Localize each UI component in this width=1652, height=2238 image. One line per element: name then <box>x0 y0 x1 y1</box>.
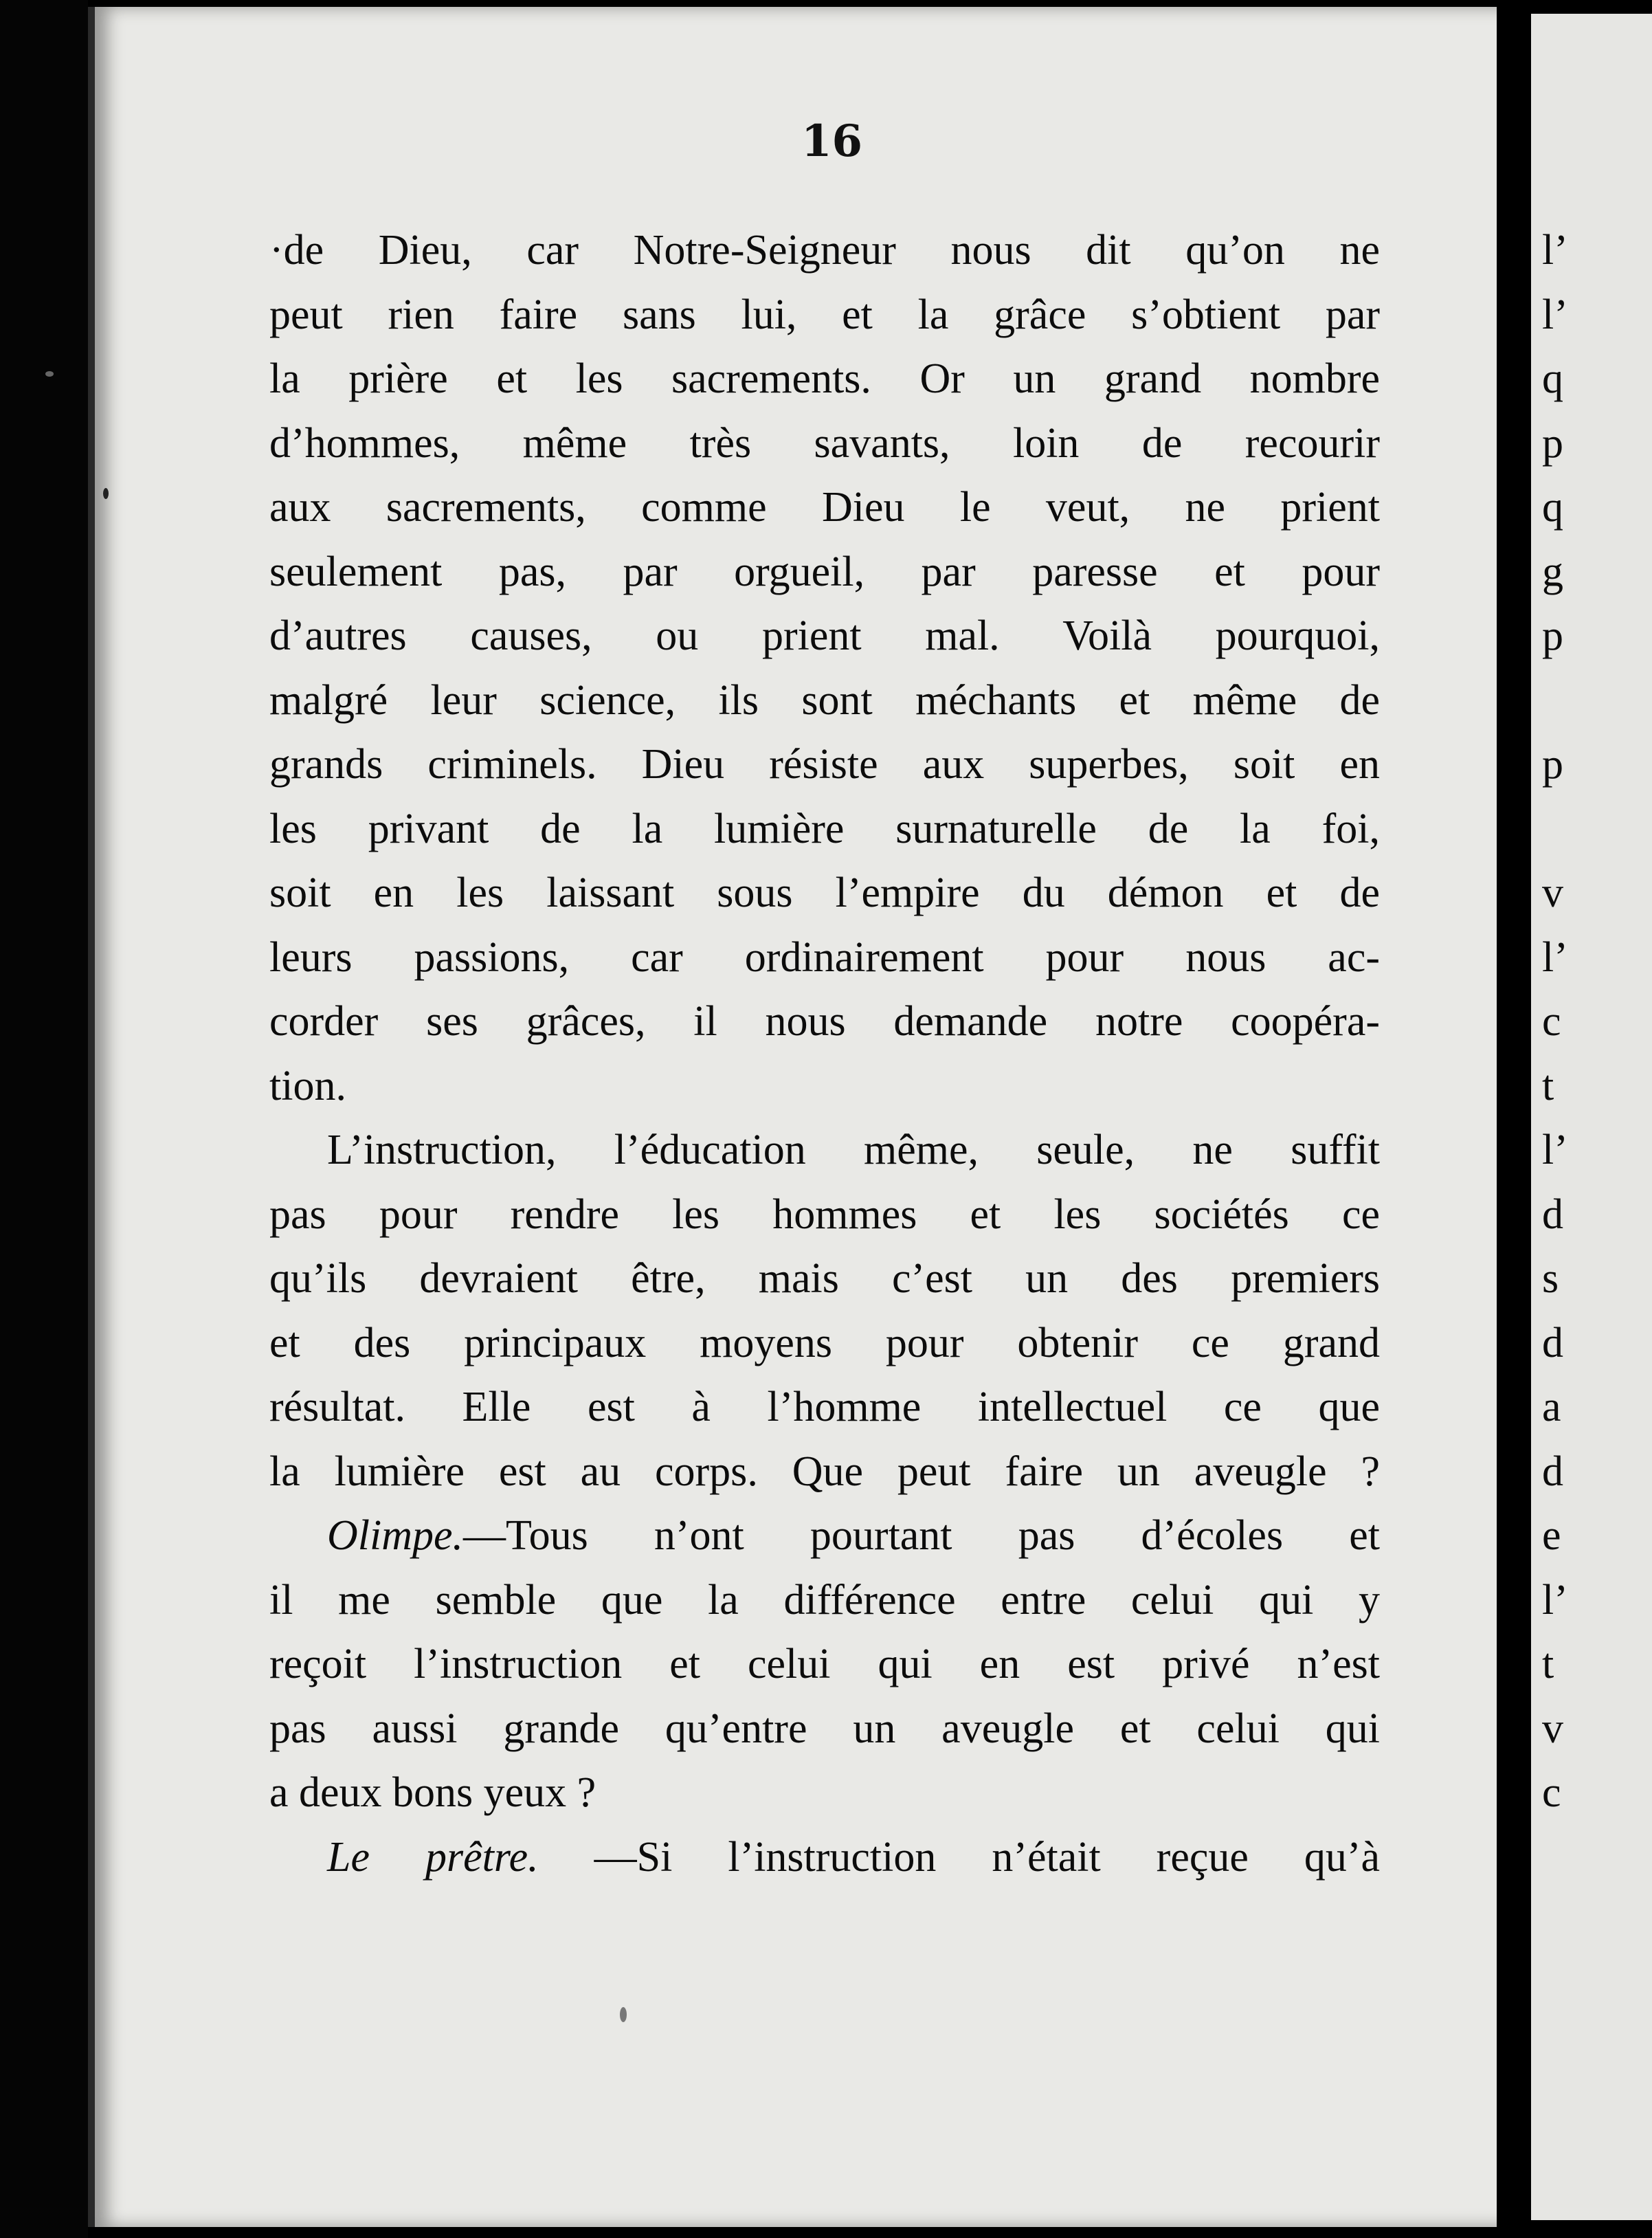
text-line: peut rien faire sans lui, et la grâce s’obtient par <box>269 291 1380 338</box>
text-line: seulement pas, par orgueil, par paresse et pour <box>269 548 1380 595</box>
facing-line-fragment: l’ <box>1542 291 1568 338</box>
facing-line-fragment: l’ <box>1542 1127 1568 1173</box>
speaker-name: Olimpe. <box>327 1512 464 1559</box>
dialogue-text: —Si l’instruction n’était reçue qu’à <box>538 1833 1380 1881</box>
facing-line-fragment: q <box>1542 355 1563 402</box>
text-line: d’hommes, même très savants, loin de recourir <box>269 419 1380 467</box>
facing-line-fragment: p <box>1542 419 1563 467</box>
dialogue-line <box>269 1826 1380 1890</box>
facing-line-fragment: c <box>1542 998 1561 1045</box>
facing-line-fragment: t <box>1542 1062 1554 1109</box>
text-line: pas pour rendre les hommes et les sociétés ce <box>269 1190 1380 1238</box>
text-line: tion. <box>269 1062 346 1109</box>
facing-line-fragment: c <box>1542 1769 1561 1816</box>
text-line: il me semble que la différence entre celui qui y <box>269 1576 1380 1624</box>
facing-line-fragment: s <box>1542 1255 1559 1302</box>
text-line: les privant de la lumière surnaturelle de la foi, <box>269 805 1380 852</box>
text-line: reçoit l’instruction et celui qui en est privé n’est <box>269 1641 1380 1687</box>
text-line: la lumière est au corps. Que peut faire un aveugle ? <box>269 1448 1380 1495</box>
facing-line-fragment: d <box>1542 1448 1563 1495</box>
facing-line-fragment: v <box>1542 869 1563 916</box>
text-line: qu’ils devraient être, mais c’est un des premiers <box>269 1255 1380 1302</box>
facing-line-fragment: l’ <box>1542 933 1568 981</box>
ink-speck <box>45 371 54 377</box>
facing-line-fragment: p <box>1542 741 1563 788</box>
facing-line-fragment <box>1542 669 1652 733</box>
body-text <box>269 219 1380 1890</box>
facing-line-fragment: l’ <box>1542 227 1568 274</box>
page-number: 16 <box>801 115 863 167</box>
facing-page-text <box>1542 219 1652 1826</box>
facing-line-fragment: q <box>1542 484 1563 531</box>
text-line: malgré leur science, ils sont méchants et même de <box>269 676 1380 724</box>
text-line: leurs passions, car ordinairement pour nous ac- <box>269 933 1380 981</box>
dialogue-line <box>269 1504 1380 1569</box>
speaker-name: Le prêtre. <box>327 1833 539 1881</box>
text-line: pas aussi grande qu’entre un aveugle et celui qui <box>269 1705 1380 1752</box>
text-line: soit en les laissant sous l’empire du démon et de <box>269 869 1380 916</box>
facing-line-fragment: t <box>1542 1641 1554 1687</box>
text-line: résultat. Elle est à l’homme intellectuel ce que <box>269 1384 1380 1430</box>
facing-line-fragment: d <box>1542 1319 1563 1366</box>
text-line: d’autres causes, ou prient mal. Voilà pourquoi, <box>269 612 1380 659</box>
text-line: a deux bons yeux ? <box>269 1769 596 1816</box>
facing-line-fragment: l’ <box>1542 1576 1568 1624</box>
scan-left-margin <box>0 0 88 2238</box>
facing-line-fragment <box>1542 797 1652 862</box>
facing-line-fragment: a <box>1542 1384 1561 1430</box>
facing-line-fragment: g <box>1542 548 1563 595</box>
facing-line-fragment: p <box>1542 612 1563 659</box>
ink-speck <box>103 488 109 499</box>
dialogue-text: —Tous n’ont pourtant pas d’écoles et <box>463 1512 1380 1559</box>
facing-line-fragment: d <box>1542 1190 1563 1238</box>
text-line: ·de Dieu, car Notre-Seigneur nous dit qu’on ne <box>269 227 1380 274</box>
text-line: corder ses grâces, il nous demande notre coopéra- <box>269 998 1380 1045</box>
text-line: aux sacrements, comme Dieu le veut, ne prient <box>269 484 1380 531</box>
text-line: et des principaux moyens pour obtenir ce grand <box>269 1319 1380 1366</box>
text-line: grands criminels. Dieu résiste aux superbes, soit en <box>269 741 1380 788</box>
ink-speck <box>620 2007 627 2022</box>
facing-line-fragment: v <box>1542 1705 1563 1752</box>
text-line: la prière et les sacrements. Or un grand nombre <box>269 355 1380 402</box>
book-gutter <box>1497 0 1531 2238</box>
facing-line-fragment: e <box>1542 1512 1561 1559</box>
text-line: L’instruction, l’éducation même, seule, ne suffit <box>327 1127 1380 1173</box>
